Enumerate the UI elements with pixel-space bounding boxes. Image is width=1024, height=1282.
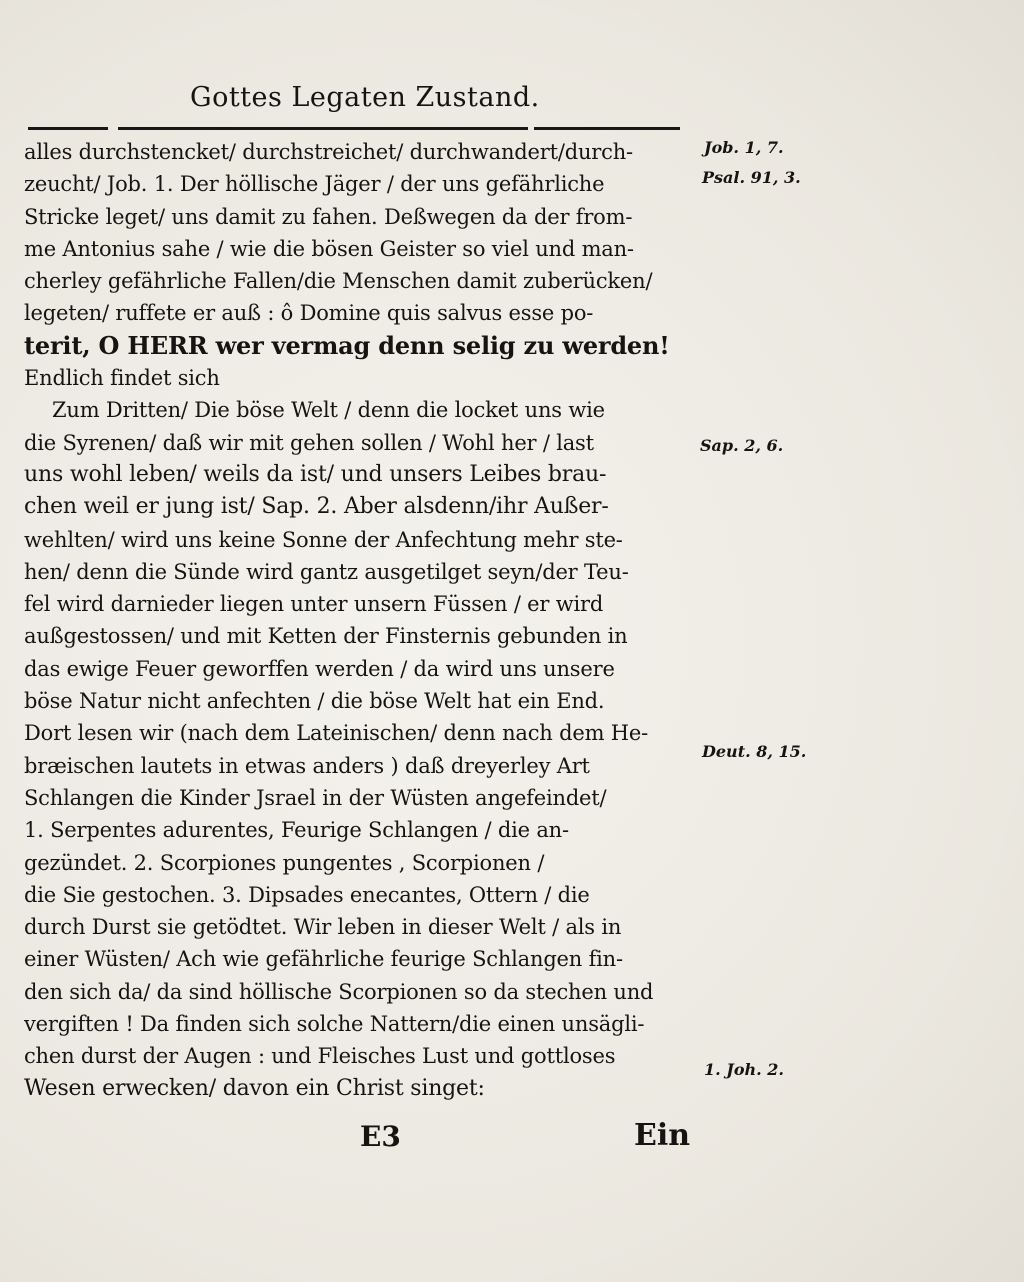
text-line: den sich da/ da sind höllische Scorpionen so da stechen und	[24, 979, 654, 1004]
margin-note: Job. 1, 7.	[704, 138, 784, 157]
text-line: Schlangen die Kinder Jsrael in der Wüsten angefeindet/	[24, 785, 607, 810]
margin-note: Sap. 2, 6.	[700, 436, 784, 455]
text-line: me Antonius sahe / wie die bösen Geister so viel und man-	[24, 236, 634, 261]
catchword: Ein	[634, 1118, 691, 1153]
body-text	[24, 136, 688, 1105]
text-line: hen/ denn die Sünde wird gantz ausgetilget seyn/der Teu-	[24, 559, 629, 584]
margin-note: Deut. 8, 15.	[702, 742, 807, 761]
text-line: 1. Serpentes adurentes, Feurige Schlangen / die an-	[24, 818, 569, 843]
margin-note: 1. Joh. 2.	[704, 1060, 784, 1079]
text-line: legeten/ ruffete er auß : ô Domine quis salvus esse po-	[24, 301, 594, 326]
text-line: Dort lesen wir (nach dem Lateinischen/ denn nach dem He-	[24, 721, 648, 746]
text-line: vergiften ! Da finden sich solche Nattern/die einen unsägli-	[24, 1012, 645, 1037]
text-line: gezündet. 2. Scorpiones pungentes , Scorpionen /	[24, 850, 545, 875]
text-line: cherley gefährliche Fallen/die Menschen damit zuberücken/	[24, 269, 653, 294]
text-line: terit, O HERR wer vermag denn selig zu werden!	[24, 330, 670, 360]
text-line: wehlten/ wird uns keine Sonne der Anfechtung mehr ste-	[24, 527, 623, 552]
text-line: Endlich findet sich	[24, 366, 220, 391]
text-line: fel wird darnieder liegen unter unsern Füssen / er wird	[24, 592, 604, 617]
text-line: durch Durst sie getödtet. Wir leben in dieser Welt / als in	[24, 915, 622, 940]
text-line: die Syrenen/ daß wir mit gehen sollen / Wohl her / last	[24, 430, 594, 455]
text-line: die Sie gestochen. 3. Dipsades enecantes, Ottern / die	[24, 882, 590, 907]
text-line: Stricke leget/ uns damit zu fahen. Deßwegen da der from-	[24, 204, 633, 229]
margin-note: Psal. 91, 3.	[702, 168, 801, 187]
header-rule	[28, 127, 680, 130]
text-line: uns wohl leben/ weils da ist/ und unsers Leibes brau-	[24, 461, 607, 487]
text-line: chen durst der Augen : und Fleisches Lust und gottloses	[24, 1044, 616, 1069]
text-line: einer Wüsten/ Ach wie gefährliche feurige Schlangen fin-	[24, 947, 623, 972]
text-line: chen weil er jung ist/ Sap. 2. Aber alsdenn/ihr Außer-	[24, 494, 609, 520]
running-title: Gottes Legaten Zustand.	[190, 82, 540, 113]
text-line: das ewige Feuer geworffen werden / da wird uns unsere	[24, 656, 615, 681]
text-line: Zum Dritten/ Die böse Welt / denn die locket uns wie	[52, 398, 605, 423]
text-line: alles durchstencket/ durchstreichet/ durchwandert/durch-	[24, 140, 633, 164]
text-line: bræischen lautets in etwas anders ) daß dreyerley Art	[24, 753, 590, 778]
text-line: Wesen erwecken/ davon ein Christ singet:	[24, 1075, 485, 1101]
text-line: zeucht/ Job. 1. Der höllische Jäger / der uns gefährliche	[24, 172, 605, 197]
text-line: außgestossen/ und mit Ketten der Finsternis gebunden in	[24, 624, 628, 649]
text-line: böse Natur nicht anfechten / die böse Welt hat ein End.	[24, 689, 605, 714]
signature-mark: E3	[360, 1120, 401, 1153]
